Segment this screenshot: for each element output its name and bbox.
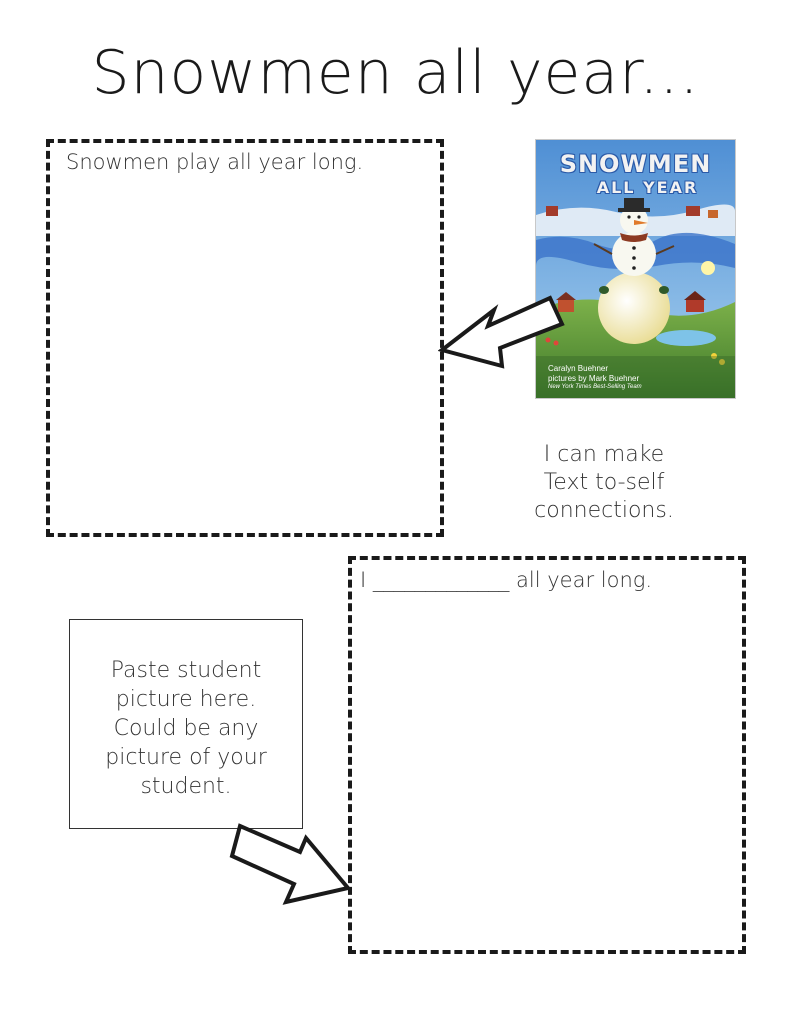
page-title: Snowmen all year... (91, 38, 700, 108)
book-illustrator: pictures by Mark Buehner (548, 374, 640, 383)
book-title-line1: SNOWMEN (559, 150, 712, 178)
arrow-left-icon (438, 288, 568, 372)
book-author: Caralyn Buehner (548, 364, 609, 373)
objective-line: Text to-self (543, 470, 665, 495)
paste-instructions (70, 656, 302, 801)
objective-line: I can make (543, 442, 665, 467)
top-box-caption: Snowmen play all year long. (66, 150, 364, 174)
drawing-box-bottom (348, 556, 746, 954)
learning-objective (494, 441, 714, 525)
drawing-box-top (46, 139, 444, 537)
paste-line: picture of your (105, 745, 267, 770)
paste-line: Paste student (110, 658, 262, 683)
objective-line: connections. (534, 498, 674, 523)
bottom-box-caption: I _____________ all year long. (360, 568, 653, 592)
book-tagline: New York Times Best-Selling Team (548, 384, 642, 390)
paste-line: student. (140, 774, 232, 799)
paste-picture-box (69, 619, 303, 829)
arrow-right-icon (226, 818, 356, 910)
book-title-line2: ALL YEAR (596, 178, 699, 197)
paste-line: picture here. (115, 687, 257, 712)
paste-line: Could be any (113, 716, 259, 741)
